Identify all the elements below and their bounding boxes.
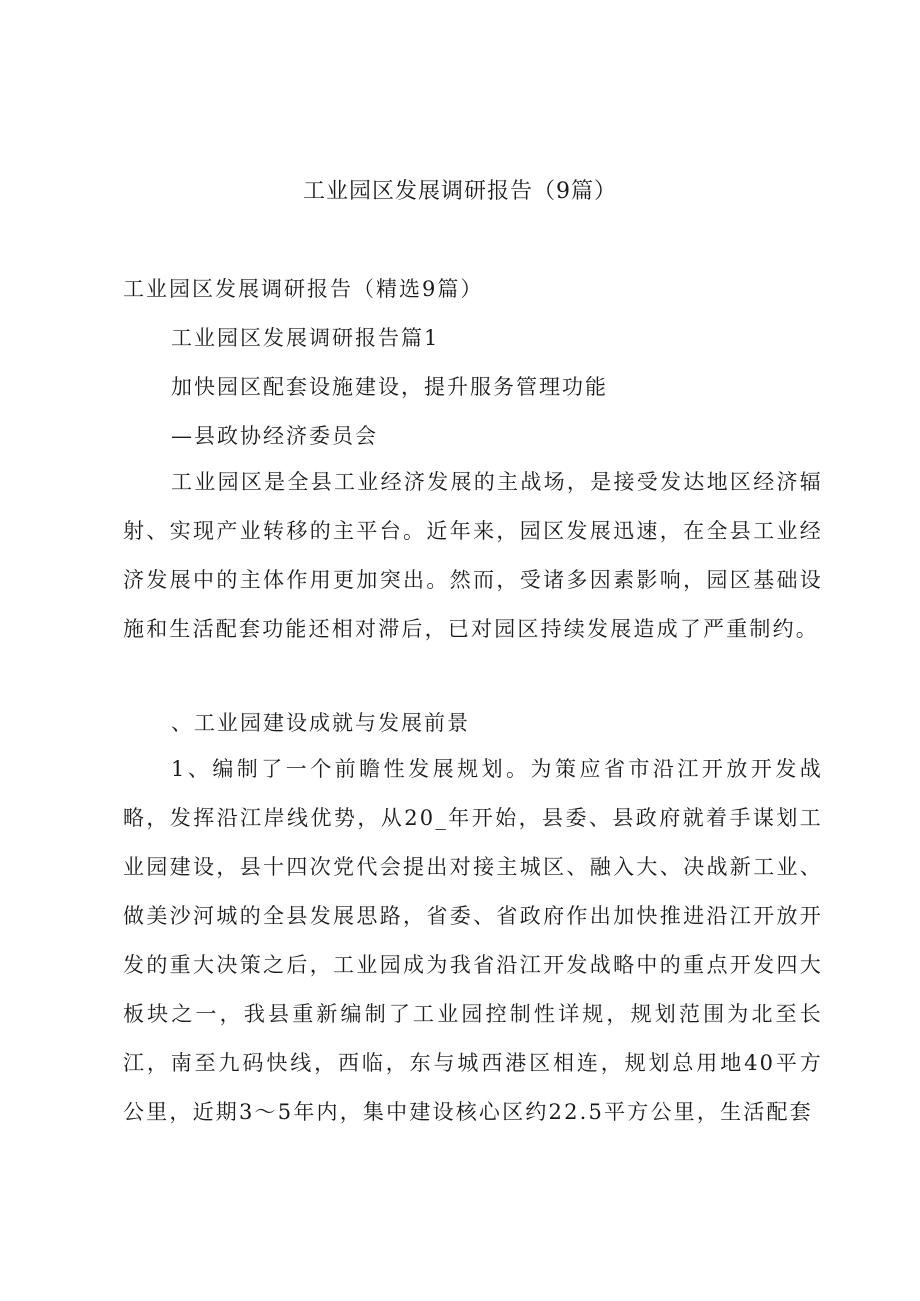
chapter-heading: 工业园区发展调研报告篇1 <box>171 326 440 350</box>
intro-paragraph: 工业园区是全县工业经济发展的主战场，是接受发达地区经济辐射、实现产业转移的主平台。近年来，园区发展迅速，在全县工业经济发展中的主体作用更加突出。然而，受诸多因素影响，园区基础设施和生活配套功能还相对滞后，已对园区持续发展造成了严重制约。 <box>123 470 823 641</box>
article-heading: 加快园区配套设施建设，提升服务管理功能 <box>171 375 608 399</box>
section-heading: 、工业园建设成就与发展前景 <box>171 711 470 735</box>
document-title: 工业园区发展调研报告（9篇） <box>303 179 617 204</box>
document-subtitle: 工业园区发展调研报告（精选9篇） <box>123 277 484 301</box>
article-author: —县政协经济委员会 <box>171 424 378 448</box>
body-paragraph: 1、编制了一个前瞻性发展规划。为策应省市沿江开放开发战略，发挥沿江岸线优势，从20_年开始，县委、县政府就着手谋划工业园建设，县十四次党代会提出对接主城区、融入大、决战新工业、做美沙河城的全县发展思路，省委、省政府作出加快推进沿江开放开发的重大决策之后，工业园成为我省沿江开发战略中的重点开发四大板块之一，我县重新编制了工业园控制性详规，规划范围为北至长江，南至九码快线，西临，东与城西港区相连，规划总用地40平方公里，近期3～5年内，集中建设核心区约22.5平方公里，生活配套 <box>123 757 823 1124</box>
